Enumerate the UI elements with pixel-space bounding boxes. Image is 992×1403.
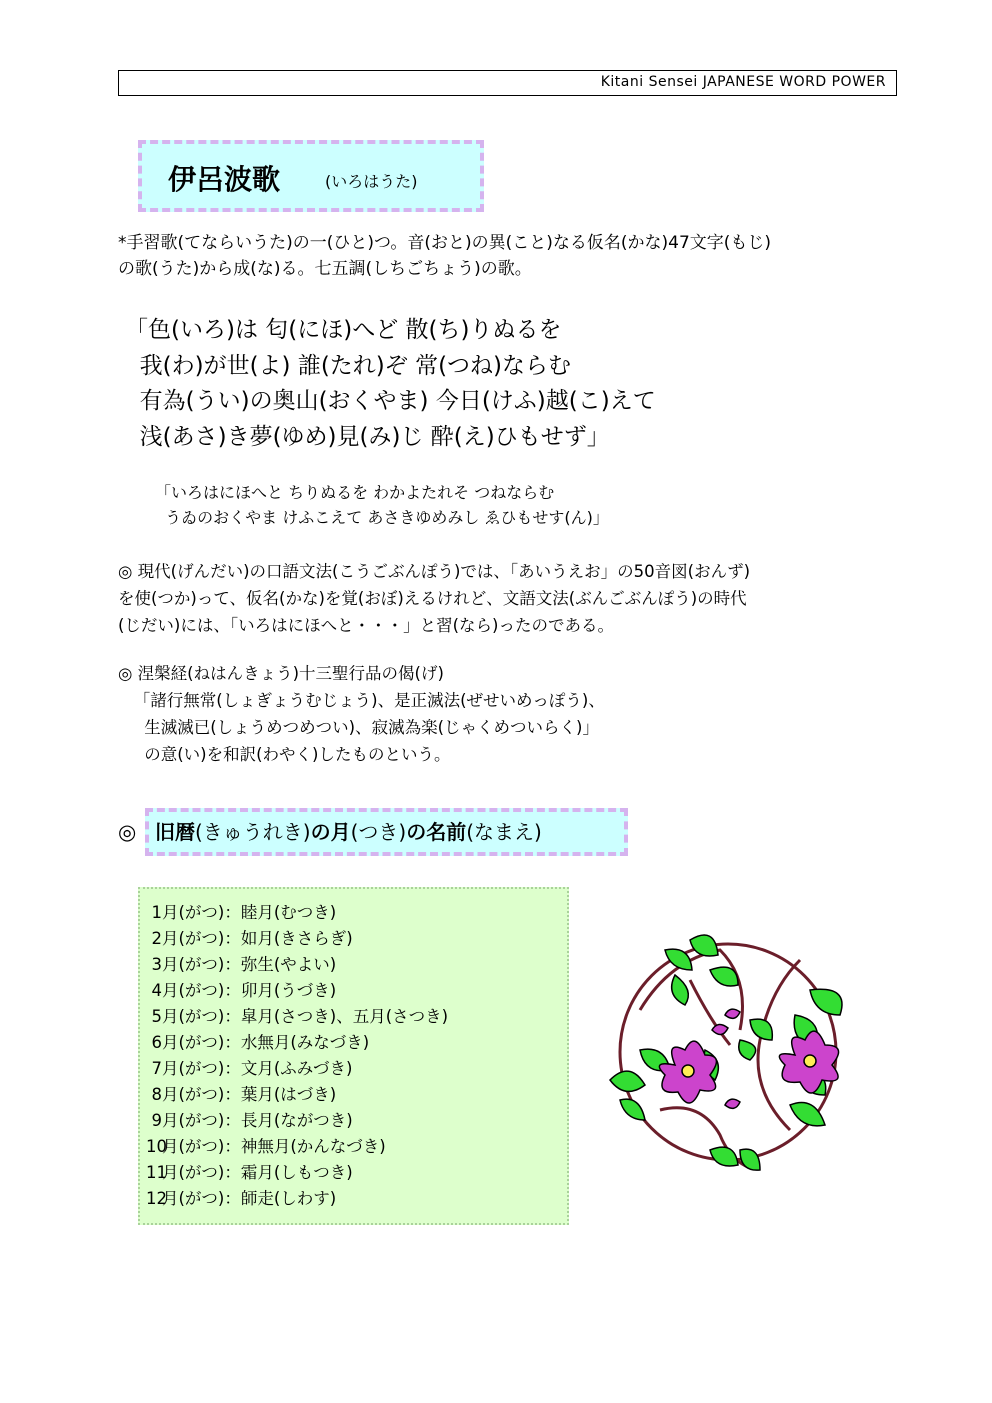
month-list: [146, 900, 448, 1212]
intro-line: の歌(うた)から成(な)る。七五調(しちごちょう)の歌。: [118, 259, 532, 279]
month-name: 月(がつ)：長月(ながつき): [162, 1111, 353, 1130]
month-name: 月(がつ)：卯月(うづき): [162, 981, 337, 1000]
month-item: [146, 1134, 448, 1160]
month-name: 月(がつ)：葉月(はづき): [162, 1085, 337, 1104]
poem-line: 浅(あさ)き夢(ゆめ)見(み)じ 酔(え)ひもせず」: [125, 423, 610, 450]
month-name: 月(がつ)：皐月(さつき)、五月(さつき): [162, 1007, 449, 1026]
month-number: 11: [146, 1163, 167, 1182]
month-name: 月(がつ)：神無月(かんなづき): [162, 1137, 386, 1156]
paragraph-line: 生滅滅已(しょうめつめつい)、寂滅為楽(じゃくめついらく)」: [118, 718, 599, 737]
kana-poem-line: 「いろはにほへと ちりぬるを わかよたれそ つねならむ: [155, 483, 555, 502]
month-number: 4: [151, 981, 162, 1000]
month-item: [146, 1056, 448, 1082]
paragraph-line: (じだい)には、「いろはにほへと・・・」と習(なら)ったのである。: [118, 616, 614, 635]
poem-line: 有為(うい)の奥山(おくやま) 今日(けふ)越(こ)えて: [125, 388, 656, 414]
intro-paragraph: [118, 230, 918, 282]
section-title-part: の: [406, 820, 427, 844]
month-number: 9: [151, 1111, 162, 1130]
section-bullet: ◎: [118, 820, 137, 844]
section-title: [155, 818, 542, 846]
month-name: 月(がつ)：霜月(しもつき): [162, 1163, 353, 1182]
flower-wreath-icon: [600, 920, 860, 1180]
month-number: 6: [151, 1033, 162, 1052]
month-name: 月(がつ)：水無月(みなづき): [162, 1033, 370, 1052]
poem-line: 「色(いろ)は 匂(にほ)へど 散(ち)りぬるを: [125, 317, 562, 343]
month-item: [146, 978, 448, 1004]
month-name: 月(がつ)：文月(ふみづき): [162, 1059, 353, 1078]
month-name: 月(がつ)：睦月(むつき): [162, 903, 337, 922]
month-number: 8: [151, 1085, 162, 1104]
poem-line: 我(わ)が世(よ) 誰(たれ)ぞ 常(つね)ならむ: [125, 352, 572, 379]
paragraph-line: 「諸行無常(しょぎょうむじょう)、是正滅法(ぜせいめっぽう)、: [118, 691, 605, 710]
title-reading: (いろはうた): [325, 172, 418, 191]
month-item: [146, 926, 448, 952]
kana-poem: [155, 480, 609, 530]
month-name: 月(がつ)：如月(きさらぎ): [162, 929, 353, 948]
intro-line: *手習歌(てならいうた)の一(ひと)つ。音(おと)の異(こと)なる仮名(かな)47文字(もじ): [118, 233, 772, 253]
paragraph-line: ◎ 現代(げんだい)の口語文法(こうごぶんぽう)では、「あいうえお」の50音図(おんず): [118, 562, 751, 581]
paragraph-line: の意(い)を和訳(わやく)したものという。: [118, 745, 451, 764]
section-title-part: の月: [310, 820, 351, 844]
paragraph-line: を使(つか)って、仮名(かな)を覚(おぼ)えるけれど、文語文法(ぶんごぶんぽう)の時代: [118, 589, 747, 608]
month-number: 2: [151, 929, 162, 948]
month-item: [146, 1186, 448, 1212]
month-number: 12: [146, 1189, 167, 1208]
section-title-reading: (つき): [350, 820, 407, 844]
month-number: 7: [151, 1059, 162, 1078]
month-item: [146, 952, 448, 978]
month-item: [146, 900, 448, 926]
section-title-part: 旧暦: [155, 820, 195, 844]
month-item: [146, 1160, 448, 1186]
grammar-paragraph: [118, 558, 750, 639]
month-number: 3: [151, 955, 162, 974]
month-item: [146, 1108, 448, 1134]
month-name: 月(がつ)：弥生(やよい): [162, 955, 337, 974]
sutra-paragraph: [118, 660, 605, 768]
section-title-reading: (なまえ): [466, 820, 542, 844]
month-number: 10: [146, 1137, 167, 1156]
month-item: [146, 1004, 448, 1030]
page-header: Kitani Sensei JAPANESE WORD POWER: [118, 70, 897, 96]
section-title-part: 名前: [426, 820, 467, 844]
paragraph-line: ◎ 涅槃経(ねはんきょう)十三聖行品の偈(げ): [118, 664, 444, 683]
kana-poem-line: うゐのおくやま けふこえて あさきゆめみし ゑひもせす(ん)」: [155, 508, 609, 527]
month-item: [146, 1030, 448, 1056]
page-title: 伊呂波歌: [168, 163, 281, 196]
month-item: [146, 1082, 448, 1108]
month-number: 1: [151, 903, 162, 922]
section-title-reading: (きゅうれき): [195, 820, 311, 844]
month-name: 月(がつ)：師走(しわす): [162, 1189, 337, 1208]
month-number: 5: [151, 1007, 162, 1026]
iroha-poem: [125, 313, 656, 455]
